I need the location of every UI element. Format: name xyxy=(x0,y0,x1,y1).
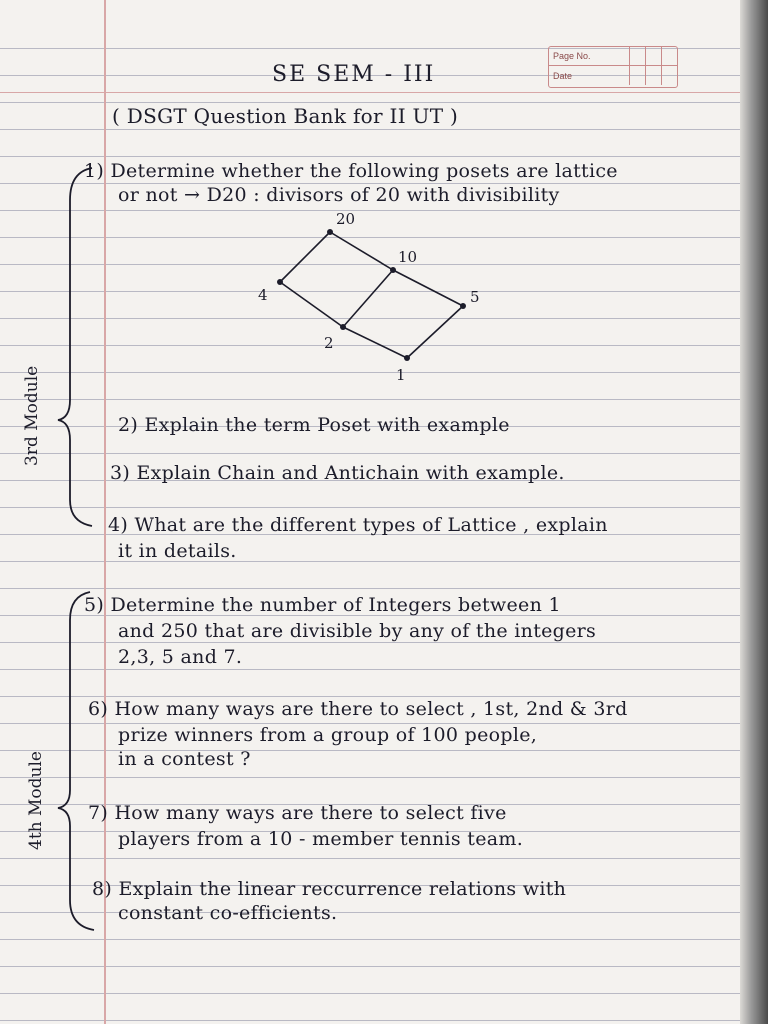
node-label-2: 2 xyxy=(324,334,334,352)
node-10 xyxy=(390,267,396,273)
question-2: 2) Explain the term Poset with example xyxy=(118,414,510,436)
question-5-line-3: 2,3, 5 and 7. xyxy=(118,646,243,668)
node-1 xyxy=(404,355,410,361)
node-label-10: 10 xyxy=(398,248,418,266)
question-7-line-2: players from a 10 - member tennis team. xyxy=(118,828,524,850)
page-subtitle: ( DSGT Question Bank for II UT ) xyxy=(112,104,459,128)
question-4-line-2: it in details. xyxy=(118,540,237,562)
question-8-line-2: constant co-efficients. xyxy=(118,902,338,924)
question-5-line-2: and 250 that are divisible by any of the integers xyxy=(118,620,597,642)
module-3-label: 3rd Module xyxy=(22,365,42,466)
node-label-20: 20 xyxy=(336,210,356,228)
node-2 xyxy=(340,324,346,330)
module-4-brace xyxy=(58,592,94,930)
module-4-label: 4th Module xyxy=(26,751,46,850)
node-label-4: 4 xyxy=(258,286,268,304)
question-6-line-1: 6) How many ways are there to select , 1st, 2nd & 3rd xyxy=(88,698,628,720)
question-6-line-3: in a contest ? xyxy=(118,748,251,770)
node-label-5: 5 xyxy=(470,288,480,306)
question-8-line-1: 8) Explain the linear reccurrence relations with xyxy=(92,878,567,900)
node-5 xyxy=(460,303,466,309)
question-3: 3) Explain Chain and Antichain with example. xyxy=(110,462,565,484)
question-4-line-1: 4) What are the different types of Lattice , explain xyxy=(108,514,608,536)
question-5-line-1: 5) Determine the number of Integers between 1 xyxy=(84,594,561,616)
node-4 xyxy=(277,279,283,285)
node-20 xyxy=(327,229,333,235)
question-1-line-2: or not → D20 : divisors of 20 with divisibility xyxy=(118,184,560,206)
date-label: Date xyxy=(553,70,573,81)
question-7-line-1: 7) How many ways are there to select five xyxy=(88,802,507,824)
question-1-line-1: 1) Determine whether the following posets are lattice xyxy=(84,160,618,182)
page-no-label: Page No. xyxy=(553,51,591,61)
node-label-1: 1 xyxy=(396,366,406,384)
module-3-brace xyxy=(58,168,92,526)
question-6-line-2: prize winners from a group of 100 people, xyxy=(118,724,538,746)
page-title: SE SEM - III xyxy=(272,62,436,87)
